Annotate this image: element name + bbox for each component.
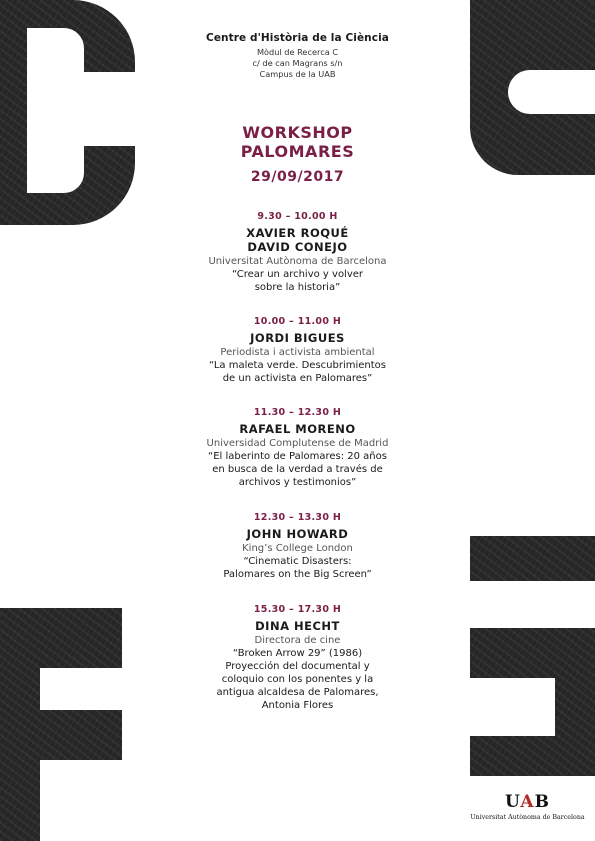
- session-talk-line: archivos y testimonios”: [238, 477, 357, 488]
- session-speaker: DAVID CONEJO: [247, 240, 348, 254]
- session-affiliation: Universidad Complutense de Madrid: [206, 438, 389, 449]
- session-talk-line: “La maleta verde. Descubrimientos: [208, 360, 387, 371]
- address-line-1: Mòdul de Recerca C: [256, 47, 339, 57]
- session-talk-line: en busca de la verdad a través de: [212, 464, 383, 475]
- event-title-block: [180, 123, 415, 186]
- session-affiliation: Directora de cine: [254, 635, 341, 646]
- session-time: 15.30 – 17.30 H: [253, 604, 342, 615]
- session-affiliation: Universitat Autònoma de Barcelona: [208, 256, 387, 267]
- session-affiliation: King’s College London: [242, 543, 353, 554]
- session-speaker: JORDI BIGUES: [250, 331, 345, 345]
- address-line-2: c/ de can Magrans s/n: [252, 58, 343, 68]
- session-talk-line: “El laberinto de Palomares: 20 años: [208, 451, 387, 462]
- session-talk-line: de un activista en Palomares”: [222, 373, 373, 384]
- session-talk-line: “Broken Arrow 29” (1986): [232, 648, 363, 659]
- session-talk-line: Palomares on the Big Screen”: [223, 569, 372, 580]
- uab-logo-text: UAB: [505, 792, 550, 812]
- session-time: 11.30 – 12.30 H: [253, 407, 342, 418]
- session-talk-line: sobre la historia”: [254, 282, 341, 293]
- session-speaker: DINA HECHT: [255, 619, 340, 633]
- session-talk-line: “Cinematic Disasters:: [243, 556, 352, 567]
- session-2: [180, 316, 415, 385]
- session-talk-line: Antonia Flores: [261, 700, 334, 711]
- event-title-line1: WORKSHOP: [242, 123, 353, 142]
- session-talk-line: antigua alcaldesa de Palomares,: [216, 687, 379, 698]
- session-talk-line: coloquio con los ponentes y la: [221, 674, 374, 685]
- event-date: 29/09/2017: [250, 169, 345, 185]
- session-time: 9.30 – 10.00 H: [257, 211, 338, 222]
- session-talk-line: “Crear un archivo y volver: [231, 269, 364, 280]
- organizer-name: Centre d'Història de la Ciència: [206, 32, 389, 44]
- session-talk-line: Proyección del documental y: [225, 661, 370, 672]
- address-line-3: Campus de la UAB: [259, 69, 336, 79]
- session-speaker: JOHN HOWARD: [246, 527, 349, 541]
- session-4: [180, 512, 415, 581]
- session-speaker: RAFAEL MORENO: [239, 422, 356, 436]
- uab-logo: [470, 793, 585, 822]
- session-time: 12.30 – 13.30 H: [253, 512, 342, 523]
- session-speaker: XAVIER ROQUÉ: [246, 226, 349, 240]
- session-affiliation: Periodista i activista ambiental: [220, 347, 375, 358]
- session-5: [180, 604, 415, 712]
- uab-logo-mark: [470, 793, 585, 811]
- organizer-block: [180, 32, 415, 80]
- event-title-line2: PALOMARES: [240, 142, 355, 161]
- session-3: [180, 407, 415, 489]
- session-time: 10.00 – 11.00 H: [253, 316, 342, 327]
- session-1: [180, 211, 415, 294]
- uab-logo-caption: Universitat Autònoma de Barcelona: [470, 814, 585, 821]
